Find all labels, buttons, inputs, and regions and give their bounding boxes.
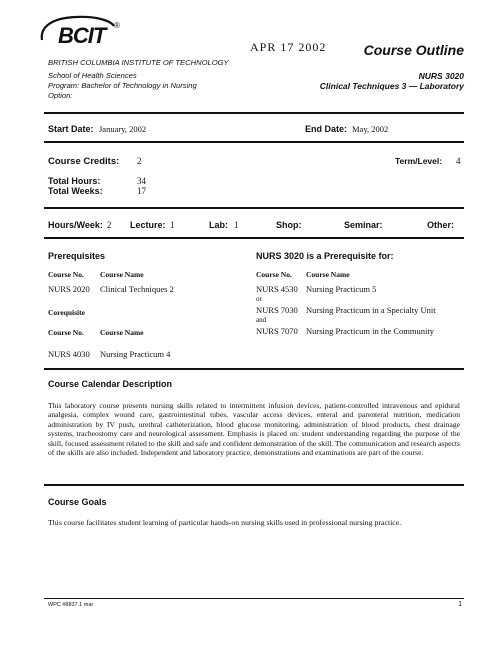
hours-week-value: 2 [107, 220, 112, 230]
course-credits-value: 2 [137, 156, 142, 166]
prereq-for-course-no: NURS 7070 [256, 326, 298, 336]
divider [44, 237, 464, 239]
prereq-for-course-name: Nursing Practicum 5 [306, 284, 377, 294]
prereq-for-course-name: Nursing Practicum in the Community [306, 326, 434, 336]
calendar-description-heading: Course Calendar Description [48, 379, 173, 389]
option-label: Option: [48, 91, 73, 100]
page-number: 1 [458, 601, 462, 608]
course-goals-body: This course facilitates student learning of particular hands-on nursing skills used in professional nursing practice. [48, 518, 402, 527]
divider [44, 207, 464, 209]
divider [44, 141, 464, 143]
term-level-value: 4 [456, 156, 461, 166]
total-weeks-value: 17 [137, 186, 146, 196]
other-label: Other: [427, 220, 454, 230]
prereq-for-col-course-no: Course No. [256, 270, 292, 279]
course-title: Clinical Techniques 3 — Laboratory [319, 81, 464, 91]
total-weeks-label: Total Weeks: [48, 186, 103, 196]
school-name: School of Health Sciences [48, 71, 137, 80]
registered-mark: ® [114, 21, 120, 30]
divider [44, 598, 464, 599]
start-date-label: Start Date: [48, 124, 94, 134]
coreq-course-name: Nursing Practicum 4 [100, 349, 171, 359]
bcit-logo: BCIT [58, 23, 106, 48]
coreq-col-course-name: Course Name [100, 328, 144, 337]
prereq-for-course-name: Nursing Practicum in a Specialty Unit [306, 305, 436, 315]
prereq-for-joiner: or [256, 295, 262, 303]
prerequisites-heading: Prerequisites [48, 251, 106, 261]
shop-label: Shop: [276, 220, 302, 230]
divider [44, 112, 464, 114]
end-date-label: End Date: [305, 124, 348, 134]
prereq-course-no: NURS 2020 [48, 284, 90, 294]
lab-label: Lab: [209, 220, 228, 230]
footer-doc-id: WPC #8837.1 mar [48, 602, 94, 608]
term-level-label: Term/Level: [395, 156, 443, 166]
coreq-course-no: NURS 4030 [48, 349, 90, 359]
prereq-for-joiner: and [256, 316, 267, 324]
divider [44, 368, 464, 370]
course-credits-label: Course Credits: [48, 156, 120, 167]
prerequisite-for-heading: NURS 3020 is a Prerequisite for: [256, 251, 394, 261]
received-stamp: APR 17 2002 [250, 40, 327, 54]
prereq-course-name: Clinical Techniques 2 [100, 284, 174, 294]
course-code: NURS 3020 [418, 71, 464, 81]
lab-value: 1 [234, 220, 239, 230]
coreq-col-course-no: Course No. [48, 328, 84, 337]
hours-week-label: Hours/Week: [48, 220, 103, 230]
prereq-for-col-course-name: Course Name [306, 270, 350, 279]
doc-type-title: Course Outline [363, 42, 464, 58]
corequisite-heading: Corequisite [48, 308, 85, 317]
total-hours-value: 34 [137, 176, 146, 186]
divider [44, 484, 464, 486]
end-date-value: May, 2002 [352, 124, 389, 134]
prereq-for-course-no: NURS 7030 [256, 305, 298, 315]
institute-name: BRITISH COLUMBIA INSTITUTE OF TECHNOLOGY [48, 58, 229, 67]
prereq-col-course-no: Course No. [48, 270, 84, 279]
calendar-description-body: This laboratory course presents nursing skills related to intermittent infusion devices, patient-controlled intravenous and epidural analgesia, complex wound care, gastrointestinal tubes, vascular access devices, enteral and parenteral nutrition, medication administration by IV push, urethral catheterization, blood glucose monitoring, administration of blood products, chest drainage systems, tracheostomy care and neurological assessment. Emphasis is placed on: student understanding regarding the purpose of the skill, focused assessment related to the skill and safe and confident demonstration of the skill. The communication and research aspects of the skills are also included. Independent and laboratory practice, demonstrations and examinations are part of the course. [48, 401, 460, 458]
program-name: Program: Bachelor of Technology in Nursing [48, 81, 197, 90]
prereq-for-course-no: NURS 4530 [256, 284, 298, 294]
seminar-label: Seminar: [344, 220, 383, 230]
start-date-value: January, 2002 [99, 124, 147, 134]
prereq-col-course-name: Course Name [100, 270, 144, 279]
lecture-value: 1 [170, 220, 175, 230]
lecture-label: Lecture: [130, 220, 166, 230]
total-hours-label: Total Hours: [48, 176, 101, 186]
course-goals-heading: Course Goals [48, 497, 107, 507]
